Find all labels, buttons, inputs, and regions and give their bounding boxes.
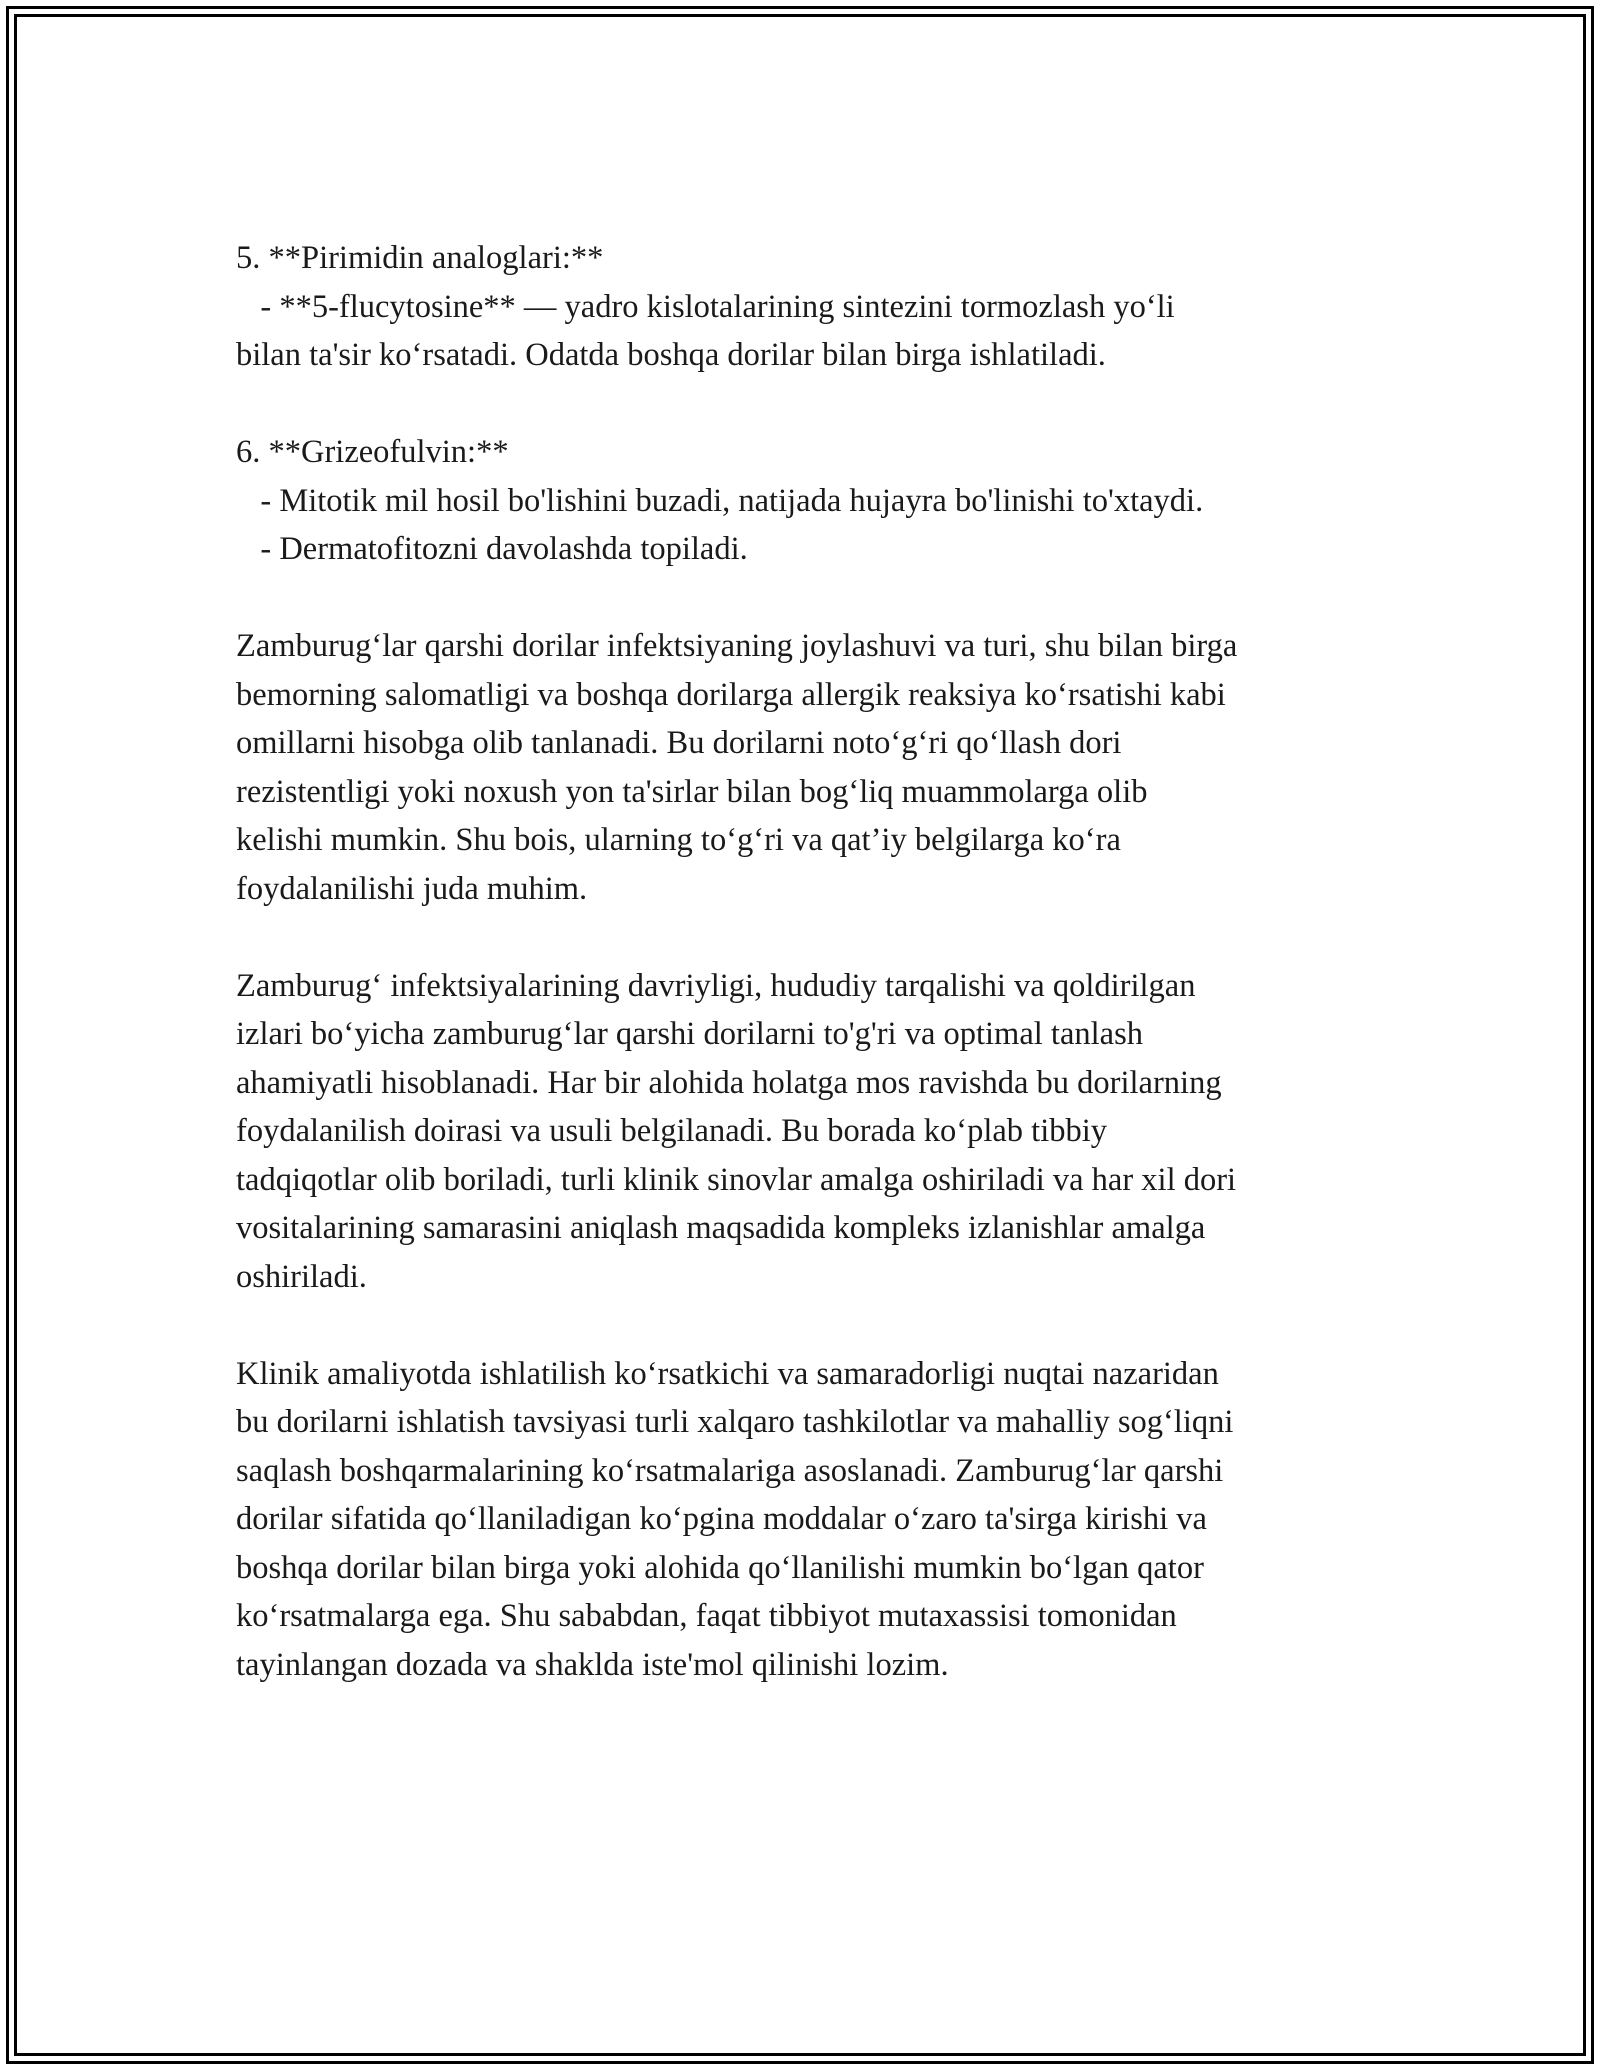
- paragraph-line: oshiriladi.: [236, 1258, 367, 1295]
- section-6: [236, 428, 1386, 574]
- paragraph-1: [236, 622, 1386, 913]
- document-body: [236, 234, 1386, 1689]
- paragraph-line: foydalanilishi juda muhim.: [236, 870, 588, 907]
- paragraph-line: Zamburug‘lar qarshi dorilar infektsiyaning joylashuvi va turi, shu bilan birga: [236, 628, 1238, 664]
- paragraph-line: tadqiqotlar olib boriladi, turli klinik sinovlar amalga oshiriladi va har xil dori: [236, 1161, 1237, 1198]
- paragraph-line: saqlash boshqarmalarining ko‘rsatmalariga asoslanadi. Zamburug‘lar qarshi: [236, 1452, 1224, 1489]
- paragraph-line: Zamburug‘ infektsiyalarining davriyligi, hududiy tarqalishi va qoldirilgan: [236, 967, 1196, 1004]
- paragraph-line: tayinlangan dozada va shaklda iste'mol qilinishi lozim.: [236, 1646, 949, 1683]
- paragraph-line: ko‘rsatmalarga ega. Shu sababdan, faqat tibbiyot mutaxassisi tomonidan: [236, 1598, 1177, 1634]
- paragraph-line: vositalarining samarasini aniqlash maqsadida kompleks izlanishlar amalga: [236, 1210, 1206, 1246]
- paragraph-line: rezistentligi yoki noxush yon ta'sirlar bilan bog‘liq muammolarga olib: [236, 773, 1148, 810]
- blank-line: [236, 1301, 1386, 1350]
- section-line: bilan ta'sir ko‘rsatadi. Odatda boshqa dorilar bilan birga ishlatiladi.: [236, 337, 1106, 373]
- paragraph-line: bu dorilarni ishlatish tavsiyasi turli xalqaro tashkilotlar va mahalliy sog‘liqni: [236, 1404, 1234, 1440]
- blank-line: [236, 913, 1386, 962]
- paragraph-line: boshqa dorilar bilan birga yoki alohida qo‘llanilishi mumkin bo‘lgan qator: [236, 1549, 1204, 1586]
- paragraph-line: bemorning salomatligi va boshqa dorilarga allergik reaksiya ko‘rsatishi kabi: [236, 676, 1226, 713]
- paragraph-line: foydalanilish doirasi va usuli belgilanadi. Bu borada ko‘plab tibbiy: [236, 1113, 1108, 1149]
- section-5: [236, 234, 1386, 380]
- paragraph-line: omillarni hisobga olib tanlanadi. Bu dorilarni noto‘g‘ri qo‘llash dori: [236, 725, 1122, 761]
- blank-line: [236, 574, 1386, 623]
- blank-line: [236, 380, 1386, 429]
- paragraph-2: [236, 962, 1386, 1302]
- paragraph-line: ahamiyatli hisoblanadi. Har bir alohida holatga mos ravishda bu dorilarning: [236, 1064, 1222, 1101]
- section-heading: 5. **Pirimidin analoglari:**: [236, 240, 604, 276]
- section-line: - Dermatofitozni davolashda topiladi.: [236, 531, 748, 567]
- paragraph-line: dorilar sifatida qo‘llaniladigan ko‘pgina moddalar o‘zaro ta'sirga kirishi va: [236, 1501, 1207, 1537]
- section-line: - Mitotik mil hosil bo'lishini buzadi, natijada hujayra bo'linishi to'xtaydi.: [236, 482, 1204, 519]
- section-heading: 6. **Grizeofulvin:**: [236, 434, 509, 470]
- paragraph-line: izlari bo‘yicha zamburug‘lar qarshi dorilarni to'g'ri va optimal tanlash: [236, 1016, 1143, 1052]
- paragraph-3: [236, 1350, 1386, 1690]
- section-line: - **5-flucytosine** — yadro kislotalarining sintezini tormozlash yo‘li: [236, 288, 1175, 325]
- paragraph-line: kelishi mumkin. Shu bois, ularning to‘g‘ri va qat’iy belgilarga ko‘ra: [236, 822, 1121, 858]
- paragraph-line: Klinik amaliyotda ishlatilish ko‘rsatkichi va samaradorligi nuqtai nazaridan: [236, 1355, 1219, 1392]
